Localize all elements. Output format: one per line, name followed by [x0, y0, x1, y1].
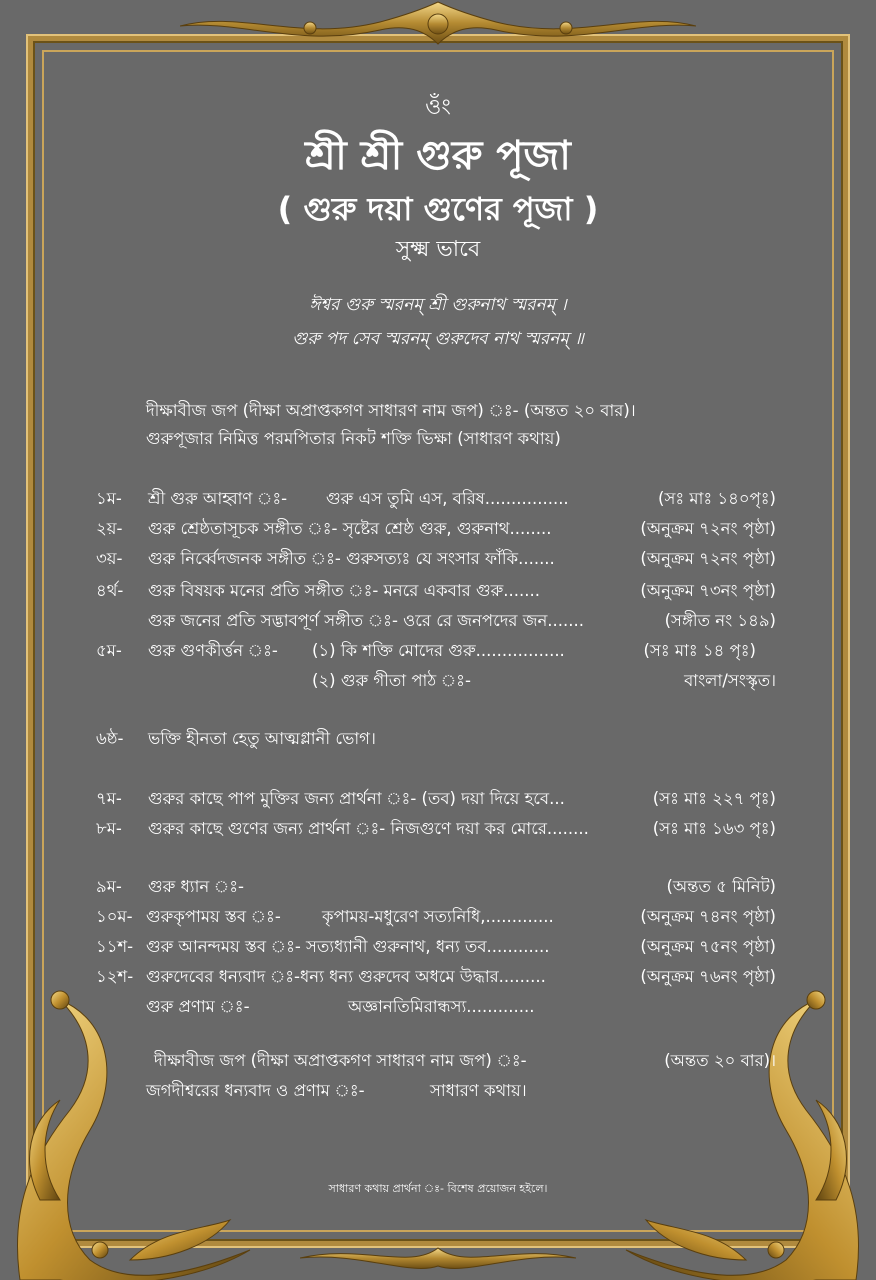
- step-number: ৬ষ্ঠ-: [96, 729, 124, 748]
- page-subtitle: ( গুরু দয়া গুণের পূজা ): [277, 190, 599, 228]
- closing-line-1: দীক্ষাবীজ জপ (দীক্ষা অপ্রাপ্তকগণ সাধারণ নাম জপ) ঃ-: [154, 1051, 527, 1070]
- step-number: ৫ম-: [96, 641, 122, 660]
- step-body: গুরু এস তুমি এস, বরিষ................: [326, 489, 569, 508]
- step-label: গুরু নির্ব্বেদজনক সঙ্গীত ঃ- গুরুসত্যঃ যে সংসার ফাঁকি.......: [148, 549, 555, 568]
- step-number: ১১শ-: [96, 937, 134, 956]
- step-reference: বাংলা/সংস্কৃত।: [684, 671, 776, 690]
- bottom-right-ornament-icon: [616, 960, 876, 1280]
- closing-reference-1: (অন্তত ২০ বার)।: [664, 1051, 776, 1070]
- step-number: ৪র্থ-: [96, 581, 124, 600]
- closing-line-2: জগদীশ্বরের ধন্যবাদ ও প্রণাম ঃ-: [146, 1081, 365, 1100]
- step-body: (১) কি শক্তি মোদের গুরু.................: [312, 641, 565, 660]
- closing-reference-2: সাধারণ কথায়।: [430, 1081, 527, 1100]
- step-label: ভক্তি হীনতা হেতু আত্মগ্লানী ভোগ।: [148, 729, 376, 748]
- step-reference: (অন্তত ৫ মিনিট): [666, 877, 776, 896]
- page-title: শ্রী শ্রী গুরু পূজা: [305, 133, 571, 179]
- step-label: গুরুর কাছে পাপ মুক্তির জন্য প্রার্থনা ঃ- (তব) দয়া দিয়ে হবে...: [148, 789, 565, 808]
- om-symbol: ওঁং: [425, 95, 451, 120]
- step-label: গুরু আনন্দময় স্তব ঃ- সত্যধ্যানী গুরুনাথ, ধন্য তব............: [146, 937, 550, 956]
- step-number: ৩য়-: [96, 549, 123, 568]
- step-number: ১ম-: [96, 489, 122, 508]
- step-label: শ্রী গুরু আহ্বাণ ঃ-: [148, 489, 288, 508]
- step-reference: (সঙ্গীত নং ১৪৯): [664, 611, 776, 630]
- step-reference: (অনুক্রম ৭২নং পৃষ্ঠা): [640, 549, 776, 568]
- step-reference: (অনুক্রম ৭৬নং পৃষ্ঠা): [640, 967, 776, 986]
- step-label: গুরুদেবের ধন্যবাদ ঃ-ধন্য ধন্য গুরুদেব অধমে উদ্ধার.........: [146, 967, 546, 986]
- step-reference: (সঃ মাঃ ১৪০পৃঃ): [658, 489, 776, 508]
- step-label: গুরু গুণকীর্ত্তন ঃ-: [148, 641, 278, 660]
- step-number: ১০ম-: [96, 907, 133, 926]
- top-ornament-icon: [180, 0, 696, 52]
- mantra-line-1: ঈশ্বর গুরু স্মরনম্ শ্রী গুরুনাথ স্মরনম্ ।: [309, 295, 567, 315]
- step-label: গুরু শ্রেষ্ঠতাসূচক সঙ্গীত ঃ- সৃষ্টের শ্রেষ্ঠ গুরু, গুরুনাথ........: [148, 519, 552, 538]
- footer-note: সাধারণ কথায় প্রার্থনা ঃ- বিশেষ প্রয়োজন হইলে।: [328, 1182, 548, 1195]
- step-label: গুরু বিষয়ক মনের প্রতি সঙ্গীত ঃ- মনরে একবার গুরু.......: [148, 581, 540, 600]
- step-reference: (সঃ মাঃ ২২৭ পৃঃ): [652, 789, 776, 808]
- step-number: ৯ম-: [96, 877, 122, 896]
- step-label: গুরু ধ্যান ঃ-: [148, 877, 244, 896]
- step-label: গুরু প্রণাম ঃ-: [146, 997, 250, 1016]
- step-reference: (অনুক্রম ৭২নং পৃষ্ঠা): [640, 519, 776, 538]
- bottom-ornament-icon: [300, 1236, 576, 1276]
- intro-line-2: গুরুপূজার নিমিত্ত পরমপিতার নিকট শক্তি ভিক্ষা (সাধারণ কথায়): [146, 429, 561, 448]
- step-label: গুরুকৃপাময় স্তব ঃ-: [146, 907, 281, 926]
- intro-line-1: দীক্ষাবীজ জপ (দীক্ষা অপ্রাপ্তকগণ সাধারণ নাম জপ) ঃ- (অন্তত ২০ বার)।: [146, 401, 636, 420]
- step-reference: (অনুক্রম ৭৫নং পৃষ্ঠা): [640, 937, 776, 956]
- mantra-line-2: গুরু পদ সেব স্মরনম্ গুরুদেব নাথ স্মরনম্ ॥: [292, 329, 584, 349]
- step-reference: (অনুক্রম ৭৩নং পৃষ্ঠা): [640, 581, 776, 600]
- step-number: ৮ম-: [96, 819, 122, 838]
- step-label: গুরু জনের প্রতি সদ্ভাবপূর্ণ সঙ্গীত ঃ- ওরে রে জনপদের জন.......: [148, 611, 585, 630]
- step-body: (২) গুরু গীতা পাঠ ঃ-: [312, 671, 471, 690]
- step-label: গুরুর কাছে গুণের জন্য প্রার্থনা ঃ- নিজগুণে দয়া কর মোরে........: [148, 819, 589, 838]
- step-reference: (অনুক্রম ৭৪নং পৃষ্ঠা): [640, 907, 776, 926]
- step-reference: (সঃ মাঃ ১৬৩ পৃঃ): [652, 819, 776, 838]
- step-number: ৭ম-: [96, 789, 122, 808]
- step-number: ২য়-: [96, 519, 123, 538]
- step-body: কৃপাময়-মধুরেণ সত্যনিধি,.............: [322, 907, 554, 926]
- step-reference: (সঃ মাঃ ১৪ পৃঃ): [643, 641, 756, 660]
- puja-mode: সুক্ষ্ম ভাবে: [395, 237, 481, 262]
- step-number: ১২শ-: [96, 967, 134, 986]
- step-body: অজ্ঞানতিমিরান্ধস্য.............: [348, 997, 535, 1016]
